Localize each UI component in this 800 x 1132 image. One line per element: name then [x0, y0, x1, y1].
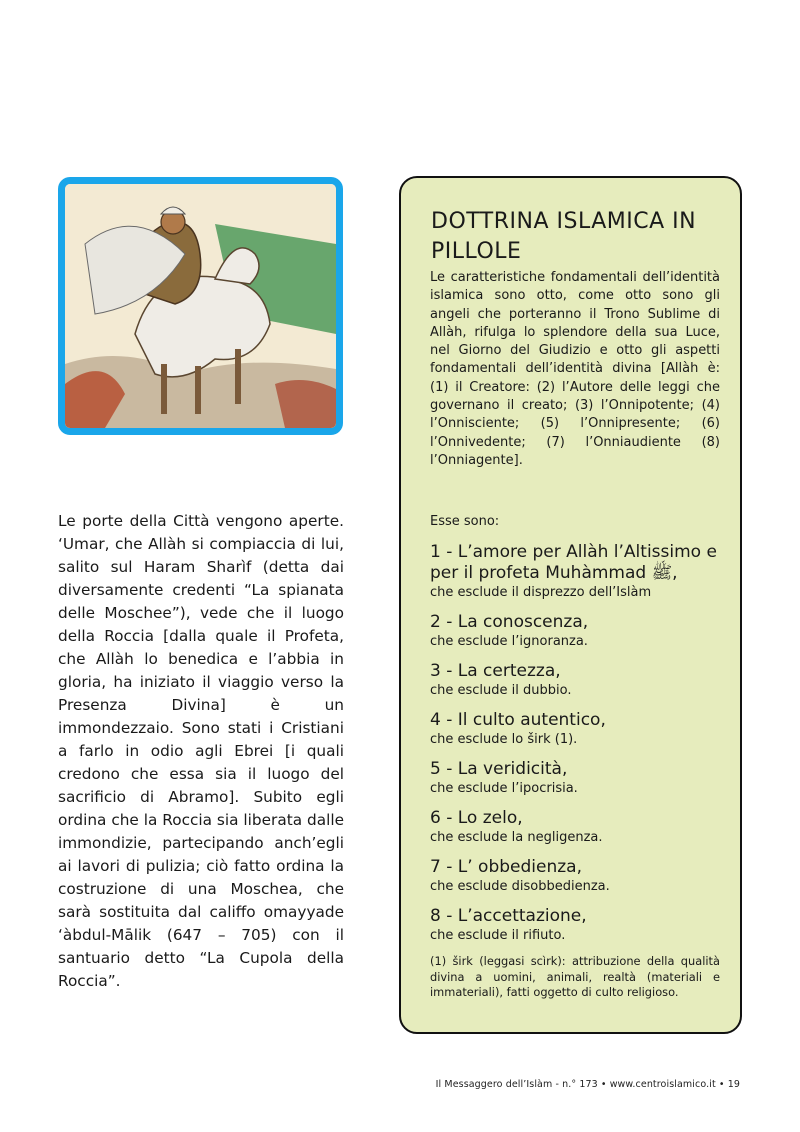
- horseman-illustration-image: [58, 177, 343, 435]
- aspect-sub: che esclude il dubbio.: [430, 683, 572, 698]
- list-item: [430, 710, 730, 748]
- list-item: [430, 661, 730, 699]
- box-esse-sono: Esse sono:: [430, 514, 500, 529]
- list-item: [430, 808, 730, 846]
- aspect-sub: che esclude la negligenza.: [430, 830, 603, 845]
- aspect-title: 8 - L’accettazione,: [430, 906, 587, 926]
- box-title: DOTTRINA ISLAMICA IN PILLOLE: [431, 209, 697, 264]
- list-item: [430, 906, 730, 944]
- aspect-sub: che esclude disobbedienza.: [430, 879, 610, 894]
- aspect-title: 4 - Il culto autentico,: [430, 710, 606, 730]
- aspect-sub: che esclude l’ignoranza.: [430, 634, 588, 649]
- list-item: [430, 542, 730, 601]
- aspect-sub: che esclude il disprezzo dell’Islàm: [430, 585, 652, 600]
- box-intro: Le caratteristiche fondamentali dell’identità islamica sono otto, come otto sono gli angeli che porteranno il Trono Sublime di Allàh, rifulga lo splendore della sua Luce, nel Giorno del Giudizio e otto gli aspetti fondamentali dell’identità divina [Allàh è: (1) il Creatore: (2) l’Autore delle leggi che governano il creato; (3) l’Onnipotente; (4) l’Onnisciente; (5) l’Onnipresente; (6) l’Onnivedente; (7) l’Onniaudiente (8) l’Onniagente].: [430, 270, 720, 468]
- body-paragraph: Le porte della Città vengono aperte. ‘Umar, che Allàh si compiaccia di lui, salito sul Haram Sharìf (detta dai diversamente credenti “La spianata delle Moschee”), vede che il luogo della Roccia [dalla quale il Profeta, che Allàh lo benedica e l’abbia in gloria, ha iniziato il viaggio verso la Presenza Divina] è un immondezzaio. Sono stati i Cristiani a farlo in odio agli Ebrei [i quali credono che essa sia il luogo del sacrificio di Abramo]. Subito egli ordina che la Roccia sia liberata dalle immondizie, partecipando anch’egli ai lavori di pulizia; ciò fatto ordina la costruzione di una Moschea, che sarà sostituita dal califfo omayyade ‘àbdul-Mālik (647 – 705) con il santuario detto “La Cupola della Roccia”.: [58, 512, 344, 990]
- page-footer: Il Messaggero dell’Islàm - n.° 173 • www.centroislamico.it • 19: [435, 1079, 740, 1090]
- aspects-list: [430, 542, 730, 955]
- aspect-title: 5 - La veridicità,: [430, 759, 568, 779]
- aspect-sub: che esclude lo širk (1).: [430, 732, 578, 747]
- aspect-title: 6 - Lo zelo,: [430, 808, 523, 828]
- aspect-title: 3 - La certezza,: [430, 661, 561, 681]
- list-item: [430, 759, 730, 797]
- aspect-title: 2 - La conoscenza,: [430, 612, 589, 632]
- aspect-title: 7 - L’ obbedienza,: [430, 857, 582, 877]
- aspect-sub: che esclude l’ipocrisia.: [430, 781, 578, 796]
- footnote: (1) širk (leggasi scìrk): attribuzione della qualità divina a uomini, animali, realtà (materiali e immateriali), fatti oggetto di culto religioso.: [430, 954, 720, 999]
- list-item: [430, 612, 730, 650]
- list-item: [430, 857, 730, 895]
- doctrine-box: [399, 176, 742, 1034]
- aspect-sub: che esclude il rifiuto.: [430, 928, 566, 943]
- aspect-title: 1 - L’amore per Allàh l’Altissimo e per il profeta Muhàmmad ﷺ,: [430, 542, 717, 583]
